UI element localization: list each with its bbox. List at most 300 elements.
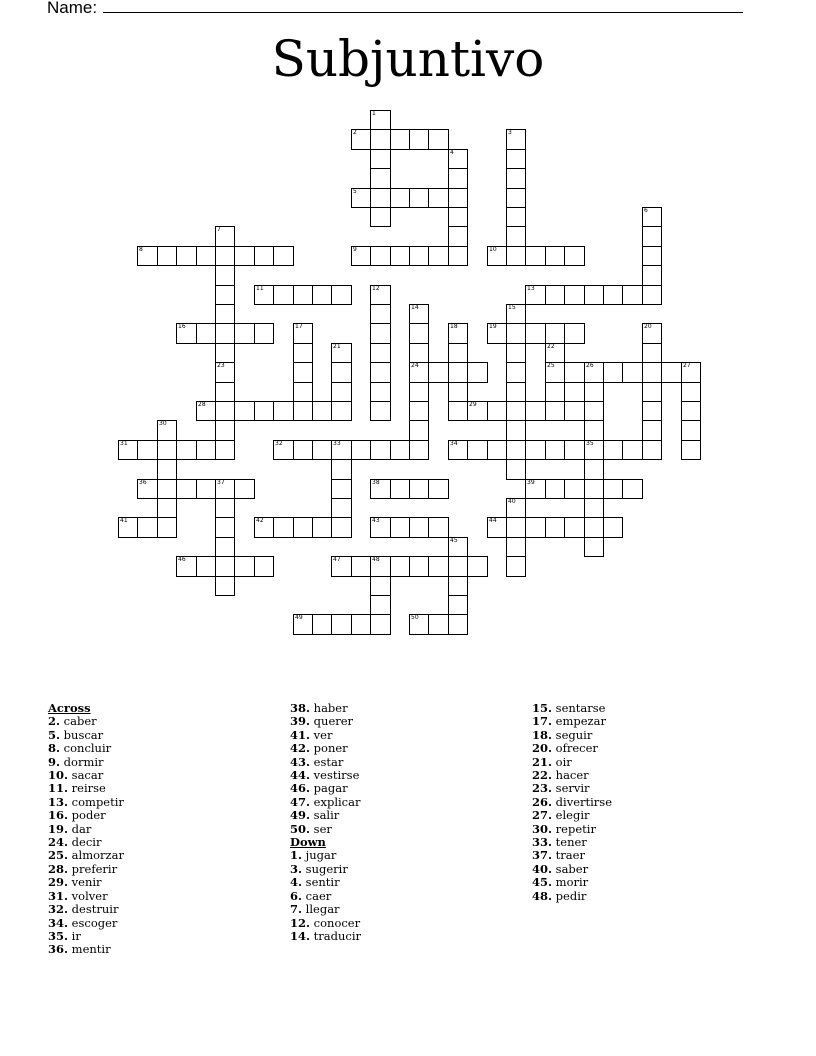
grid-cell[interactable] — [176, 440, 197, 460]
grid-cell[interactable] — [448, 382, 468, 402]
grid-cell[interactable] — [642, 362, 662, 383]
clue-number: 8 — [139, 246, 143, 253]
grid-cell[interactable] — [545, 440, 565, 460]
clue-label-number: 19. — [48, 821, 69, 836]
grid-cell[interactable] — [409, 246, 429, 266]
grid-cell[interactable] — [390, 246, 410, 266]
clue-label-number: 43. — [290, 754, 311, 769]
grid-cell[interactable] — [370, 401, 391, 421]
clue-label-number: 46. — [290, 781, 311, 796]
grid-cell[interactable] — [603, 440, 623, 460]
grid-cell[interactable] — [506, 556, 526, 577]
grid-cell[interactable] — [487, 323, 507, 344]
grid-cell[interactable] — [215, 556, 235, 577]
grid-cell[interactable] — [370, 323, 391, 344]
grid-cell[interactable] — [254, 246, 274, 266]
grid-cell[interactable] — [642, 246, 662, 266]
grid-cell[interactable] — [215, 323, 235, 344]
across-clue — [290, 782, 361, 795]
grid-cell[interactable] — [254, 556, 274, 577]
grid-cell[interactable] — [506, 440, 526, 460]
grid-cell[interactable] — [448, 614, 468, 635]
grid-cell[interactable] — [428, 479, 449, 499]
grid-cell[interactable] — [487, 246, 507, 266]
grid-cell[interactable] — [506, 246, 526, 266]
down-clue — [290, 863, 361, 876]
grid-cell[interactable] — [215, 226, 235, 247]
grid-cell[interactable] — [137, 479, 158, 499]
down-clue — [290, 890, 361, 903]
grid-cell[interactable] — [370, 149, 391, 169]
clue-label-number: 7. — [290, 902, 303, 917]
grid-cell[interactable] — [506, 401, 526, 421]
grid-cell[interactable] — [118, 517, 138, 538]
grid-cell[interactable] — [370, 168, 391, 189]
grid-cell[interactable] — [331, 517, 352, 538]
grid-cell[interactable] — [370, 440, 391, 460]
grid-cell[interactable] — [409, 479, 429, 499]
grid-cell[interactable] — [525, 440, 546, 460]
grid-cell[interactable] — [642, 207, 662, 227]
grid-cell[interactable] — [196, 556, 216, 577]
grid-cell[interactable] — [409, 556, 429, 577]
grid-cell[interactable] — [215, 479, 235, 499]
grid-cell[interactable] — [448, 401, 468, 421]
grid-cell[interactable] — [448, 576, 468, 596]
grid-cell[interactable] — [157, 459, 177, 480]
grid-cell[interactable] — [293, 285, 313, 305]
clue-number: 36 — [139, 479, 147, 486]
grid-cell[interactable] — [584, 382, 604, 402]
grid-cell[interactable] — [448, 168, 468, 189]
grid-cell[interactable] — [331, 614, 352, 635]
grid-cell[interactable] — [642, 343, 662, 363]
grid-cell[interactable] — [545, 246, 565, 266]
grid-cell[interactable] — [564, 285, 585, 305]
clue-text: traer — [552, 848, 585, 863]
grid-cell[interactable] — [642, 323, 662, 344]
grid-cell[interactable] — [564, 517, 585, 538]
grid-cell[interactable] — [681, 401, 701, 421]
grid-cell[interactable] — [273, 401, 294, 421]
grid-cell[interactable] — [196, 323, 216, 344]
grid-cell[interactable] — [584, 498, 604, 518]
grid-cell[interactable] — [215, 401, 235, 421]
grid-cell[interactable] — [564, 401, 585, 421]
grid-cell[interactable] — [525, 285, 546, 305]
grid-cell[interactable] — [487, 401, 507, 421]
grid-cell[interactable] — [448, 207, 468, 227]
grid-cell[interactable] — [351, 188, 371, 208]
grid-cell[interactable] — [370, 129, 391, 150]
grid-cell[interactable] — [331, 401, 352, 421]
grid-cell[interactable] — [506, 537, 526, 557]
grid-cell[interactable] — [409, 440, 429, 460]
grid-cell[interactable] — [196, 440, 216, 460]
grid-cell[interactable] — [254, 401, 274, 421]
grid-cell[interactable] — [370, 304, 391, 324]
clue-label-number: 34. — [48, 915, 69, 930]
grid-cell[interactable] — [331, 459, 352, 480]
grid-cell[interactable] — [351, 129, 371, 150]
grid-cell[interactable] — [215, 343, 235, 363]
grid-cell[interactable] — [273, 246, 294, 266]
grid-cell[interactable] — [448, 323, 468, 344]
clue-text: oir — [552, 754, 572, 769]
grid-cell[interactable] — [157, 517, 177, 538]
page-title: Subjuntivo — [271, 30, 545, 88]
grid-cell[interactable] — [525, 401, 546, 421]
grid-cell[interactable] — [137, 517, 158, 538]
grid-cell[interactable] — [370, 479, 391, 499]
grid-cell[interactable] — [564, 246, 585, 266]
grid-cell[interactable] — [506, 149, 526, 169]
clue-number: 40 — [508, 498, 516, 505]
grid-cell[interactable] — [390, 479, 410, 499]
grid-cell[interactable] — [137, 246, 158, 266]
grid-cell[interactable] — [215, 576, 235, 596]
grid-cell[interactable] — [564, 479, 585, 499]
grid-cell[interactable] — [409, 517, 429, 538]
down-clue — [532, 715, 612, 728]
grid-cell[interactable] — [681, 420, 701, 441]
grid-cell[interactable] — [584, 459, 604, 480]
grid-cell[interactable] — [409, 343, 429, 363]
grid-cell[interactable] — [584, 401, 604, 421]
clue-label-number: 25. — [48, 848, 69, 863]
across-clue — [48, 756, 124, 769]
grid-cell[interactable] — [215, 362, 235, 383]
grid-cell[interactable] — [176, 323, 197, 344]
grid-cell[interactable] — [312, 401, 332, 421]
grid-cell[interactable] — [409, 420, 429, 441]
grid-cell[interactable] — [681, 440, 701, 460]
clue-text: poder — [68, 808, 106, 823]
grid-cell[interactable] — [370, 576, 391, 596]
grid-cell[interactable] — [293, 382, 313, 402]
grid-cell[interactable] — [273, 440, 294, 460]
grid-cell[interactable] — [642, 285, 662, 305]
grid-cell[interactable] — [525, 479, 546, 499]
grid-cell[interactable] — [234, 556, 255, 577]
clue-label-number: 37. — [532, 848, 553, 863]
grid-cell[interactable] — [370, 517, 391, 538]
grid-cell[interactable] — [331, 285, 352, 305]
grid-cell[interactable] — [196, 401, 216, 421]
grid-cell[interactable] — [390, 517, 410, 538]
grid-cell[interactable] — [409, 614, 429, 635]
clue-label-number: 50. — [290, 821, 311, 836]
grid-cell[interactable] — [196, 246, 216, 266]
clue-label-number: 33. — [532, 835, 553, 850]
grid-cell[interactable] — [390, 188, 410, 208]
across-clue — [48, 943, 124, 956]
grid-cell[interactable] — [312, 517, 332, 538]
grid-cell[interactable] — [506, 304, 526, 324]
grid-cell[interactable] — [370, 595, 391, 615]
grid-cell[interactable] — [545, 343, 565, 363]
grid-cell[interactable] — [215, 537, 235, 557]
grid-cell[interactable] — [215, 246, 235, 266]
grid-cell[interactable] — [409, 382, 429, 402]
grid-cell[interactable] — [234, 401, 255, 421]
grid-cell[interactable] — [467, 401, 488, 421]
clue-number: 23 — [217, 362, 225, 369]
grid-cell[interactable] — [215, 382, 235, 402]
grid-cell[interactable] — [157, 479, 177, 499]
grid-cell[interactable] — [351, 614, 371, 635]
grid-cell[interactable] — [409, 129, 429, 150]
grid-cell[interactable] — [331, 382, 352, 402]
grid-cell[interactable] — [428, 246, 449, 266]
grid-cell[interactable] — [428, 517, 449, 538]
grid-cell[interactable] — [545, 285, 565, 305]
grid-cell[interactable] — [642, 382, 662, 402]
grid-cell[interactable] — [234, 323, 255, 344]
grid-cell[interactable] — [293, 343, 313, 363]
clue-text: traducir — [310, 928, 362, 943]
grid-cell[interactable] — [409, 188, 429, 208]
grid-cell[interactable] — [428, 188, 449, 208]
across-clue — [48, 782, 124, 795]
grid-cell[interactable] — [506, 168, 526, 189]
grid-cell[interactable] — [273, 517, 294, 538]
grid-cell[interactable] — [254, 323, 274, 344]
grid-cell[interactable] — [564, 323, 585, 344]
grid-cell[interactable] — [370, 382, 391, 402]
grid-cell[interactable] — [448, 246, 468, 266]
grid-cell[interactable] — [584, 420, 604, 441]
grid-cell[interactable] — [331, 498, 352, 518]
grid-cell[interactable] — [137, 440, 158, 460]
grid-cell[interactable] — [370, 246, 391, 266]
grid-cell[interactable] — [215, 304, 235, 324]
grid-cell[interactable] — [487, 517, 507, 538]
grid-cell[interactable] — [215, 498, 235, 518]
grid-cell[interactable] — [584, 362, 604, 383]
grid-cell[interactable] — [525, 246, 546, 266]
across-clue — [48, 809, 124, 822]
grid-cell[interactable] — [234, 479, 255, 499]
grid-cell[interactable] — [234, 246, 255, 266]
grid-cell[interactable] — [254, 285, 274, 305]
grid-cell[interactable] — [584, 285, 604, 305]
grid-cell[interactable] — [467, 362, 488, 383]
grid-cell[interactable] — [506, 498, 526, 518]
grid-cell[interactable] — [409, 304, 429, 324]
grid-cell[interactable] — [525, 323, 546, 344]
clue-text: almorzar — [68, 848, 124, 863]
grid-cell[interactable] — [293, 517, 313, 538]
grid-cell[interactable] — [215, 420, 235, 441]
clue-text: sentir — [302, 875, 340, 890]
grid-cell[interactable] — [293, 401, 313, 421]
across-clue — [48, 823, 124, 836]
grid-cell[interactable] — [370, 362, 391, 383]
grid-cell[interactable] — [622, 362, 643, 383]
grid-cell[interactable] — [506, 226, 526, 247]
grid-cell[interactable] — [622, 285, 643, 305]
grid-cell[interactable] — [603, 517, 623, 538]
grid-cell[interactable] — [293, 362, 313, 383]
grid-cell[interactable] — [506, 207, 526, 227]
grid-cell[interactable] — [467, 440, 488, 460]
grid-cell[interactable] — [176, 479, 197, 499]
grid-cell[interactable] — [448, 188, 468, 208]
grid-cell[interactable] — [370, 110, 391, 130]
grid-cell[interactable] — [370, 614, 391, 635]
grid-cell[interactable] — [293, 440, 313, 460]
grid-cell[interactable] — [642, 265, 662, 286]
grid-cell[interactable] — [506, 382, 526, 402]
grid-cell[interactable] — [390, 440, 410, 460]
clue-label-number: 29. — [48, 875, 69, 890]
grid-cell[interactable] — [312, 614, 332, 635]
grid-cell[interactable] — [545, 323, 565, 344]
grid-cell[interactable] — [390, 556, 410, 577]
grid-cell[interactable] — [506, 517, 526, 538]
grid-cell[interactable] — [409, 362, 429, 383]
clue-number: 48 — [372, 556, 380, 563]
grid-cell[interactable] — [370, 207, 391, 227]
grid-cell[interactable] — [545, 401, 565, 421]
grid-cell[interactable] — [176, 246, 197, 266]
clue-label-number: 38. — [290, 701, 311, 715]
grid-cell[interactable] — [545, 362, 565, 383]
grid-cell[interactable] — [293, 323, 313, 344]
grid-cell[interactable] — [545, 517, 565, 538]
grid-cell[interactable] — [448, 226, 468, 247]
grid-cell[interactable] — [642, 401, 662, 421]
grid-cell[interactable] — [157, 246, 177, 266]
grid-cell[interactable] — [331, 479, 352, 499]
grid-cell[interactable] — [564, 362, 585, 383]
grid-cell[interactable] — [157, 498, 177, 518]
grid-cell[interactable] — [428, 556, 449, 577]
grid-cell[interactable] — [448, 537, 468, 557]
grid-cell[interactable] — [506, 129, 526, 150]
grid-cell[interactable] — [118, 440, 138, 460]
grid-cell[interactable] — [622, 440, 643, 460]
grid-cell[interactable] — [409, 401, 429, 421]
grid-cell[interactable] — [448, 343, 468, 363]
grid-cell[interactable] — [215, 440, 235, 460]
grid-cell[interactable] — [331, 343, 352, 363]
grid-cell[interactable] — [642, 440, 662, 460]
grid-cell[interactable] — [196, 479, 216, 499]
grid-cell[interactable] — [351, 440, 371, 460]
grid-cell[interactable] — [254, 517, 274, 538]
grid-cell[interactable] — [273, 285, 294, 305]
clue-label-number: 12. — [290, 915, 311, 930]
clue-number: 42 — [256, 517, 264, 524]
grid-cell[interactable] — [681, 362, 701, 383]
down-clue — [532, 836, 612, 849]
grid-cell[interactable] — [487, 440, 507, 460]
grid-cell[interactable] — [564, 440, 585, 460]
grid-cell[interactable] — [331, 440, 352, 460]
grid-cell[interactable] — [584, 440, 604, 460]
grid-cell[interactable] — [603, 285, 623, 305]
clue-text: pagar — [310, 781, 348, 796]
grid-cell[interactable] — [312, 285, 332, 305]
clue-label-number: 36. — [48, 942, 69, 957]
grid-cell[interactable] — [176, 556, 197, 577]
grid-cell[interactable] — [351, 556, 371, 577]
clue-number: 7 — [217, 226, 221, 233]
grid-cell[interactable] — [681, 382, 701, 402]
grid-cell[interactable] — [312, 440, 332, 460]
grid-cell[interactable] — [370, 556, 391, 577]
grid-cell[interactable] — [370, 285, 391, 305]
clue-text: salir — [310, 808, 340, 823]
clue-text: poner — [310, 741, 348, 756]
grid-cell[interactable] — [370, 188, 391, 208]
grid-cell[interactable] — [584, 479, 604, 499]
grid-cell[interactable] — [661, 362, 682, 383]
down-clue — [290, 903, 361, 916]
grid-cell[interactable] — [331, 556, 352, 577]
grid-cell[interactable] — [157, 440, 177, 460]
clue-label-number: 32. — [48, 902, 69, 917]
clue-text: ofrecer — [552, 741, 598, 756]
clue-text: vestirse — [310, 768, 360, 783]
grid-cell[interactable] — [390, 129, 410, 150]
grid-cell[interactable] — [331, 362, 352, 383]
clue-label-number: 48. — [532, 888, 553, 903]
grid-cell[interactable] — [428, 362, 449, 383]
grid-cell[interactable] — [622, 479, 643, 499]
clue-number: 35 — [586, 440, 594, 447]
grid-cell[interactable] — [642, 420, 662, 441]
grid-cell[interactable] — [351, 246, 371, 266]
grid-cell[interactable] — [370, 343, 391, 363]
grid-cell[interactable] — [293, 614, 313, 635]
grid-cell[interactable] — [506, 420, 526, 441]
grid-cell[interactable] — [584, 517, 604, 538]
grid-cell[interactable] — [584, 537, 604, 557]
clue-label-number: 20. — [532, 741, 553, 756]
grid-cell[interactable] — [215, 265, 235, 286]
grid-cell[interactable] — [215, 517, 235, 538]
grid-cell[interactable] — [467, 556, 488, 577]
grid-cell[interactable] — [215, 285, 235, 305]
grid-cell[interactable] — [603, 362, 623, 383]
grid-cell[interactable] — [448, 440, 468, 460]
grid-cell[interactable] — [545, 479, 565, 499]
grid-cell[interactable] — [448, 556, 468, 577]
grid-cell[interactable] — [642, 226, 662, 247]
grid-cell[interactable] — [428, 614, 449, 635]
grid-cell[interactable] — [506, 459, 526, 480]
grid-cell[interactable] — [525, 517, 546, 538]
grid-cell[interactable] — [506, 343, 526, 363]
grid-cell[interactable] — [448, 362, 468, 383]
grid-cell[interactable] — [545, 382, 565, 402]
grid-cell[interactable] — [603, 479, 623, 499]
clue-number: 46 — [178, 556, 186, 563]
grid-cell[interactable] — [157, 420, 177, 441]
grid-cell[interactable] — [506, 188, 526, 208]
grid-cell[interactable] — [506, 323, 526, 344]
clue-label-number: 21. — [532, 754, 553, 769]
grid-cell[interactable] — [506, 362, 526, 383]
grid-cell[interactable] — [409, 323, 429, 344]
grid-cell[interactable] — [448, 595, 468, 615]
grid-cell[interactable] — [448, 149, 468, 169]
clue-number: 39 — [527, 479, 535, 486]
grid-cell[interactable] — [428, 129, 449, 150]
